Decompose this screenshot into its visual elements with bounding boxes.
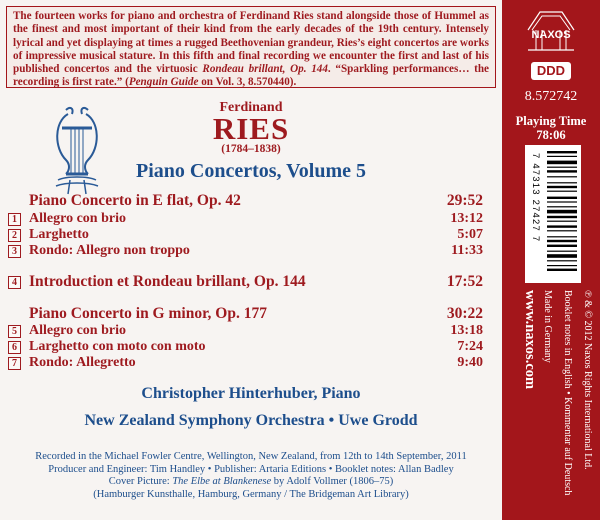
barcode-bar — [547, 182, 577, 183]
credits-line: (Hamburger Kunsthalle, Hamburg, Germany / The Bridgeman Art Library) — [93, 488, 409, 500]
composer-last-name: RIES — [212, 111, 290, 146]
track-duration: 13:12 — [450, 211, 483, 226]
track-number: 4 — [8, 276, 21, 289]
barcode-bar — [547, 216, 577, 218]
barcode-bar — [547, 170, 577, 172]
work-heading — [0, 192, 490, 210]
track-duration: 11:33 — [451, 243, 483, 258]
website-url: www.naxos.com — [522, 290, 538, 390]
recording-credits — [0, 451, 502, 501]
barcode-bar — [547, 240, 577, 242]
intro-text: The fourteen works for piano and orchestra of Ferdinand Ries stand alongside those of Hummel as the finest and most important of their kind from the early decades of the 19th century. Intensely lyrical and yet displaying at times a rugged Beethovenian grandeur, Ries’s eight concertos are works of impressive musical stature. In this fifth and final recording we encounter the first and last of his published concertos and the virtuosic Rondeau brillant, Op. 144. “Sparkling performances… the recording is first rate.” (Penguin Guide on Vol. 3, 8.570440). — [13, 10, 490, 89]
orchestra-credit: New Zealand Symphony Orchestra • Uwe Grodd — [84, 412, 418, 429]
svg-text:NAXOS: NAXOS — [531, 29, 571, 41]
track-row — [0, 354, 490, 372]
barcode-digits: 7 47313 27427 7 — [530, 153, 541, 243]
work-heading — [0, 273, 490, 291]
barcode-bar — [547, 197, 577, 199]
track-number: 6 — [8, 341, 21, 354]
barcode-bar — [547, 225, 577, 227]
work-title: Piano Concerto in E flat, Op. 42 — [29, 192, 241, 209]
track-duration: 7:24 — [457, 339, 483, 354]
barcode-bar — [547, 186, 577, 188]
naxos-logo-icon — [522, 8, 580, 52]
barcode-bar — [547, 230, 577, 231]
track-title: Larghetto con moto con moto — [29, 339, 206, 354]
credits-line: Recorded in the Michael Fowler Centre, Wellington, New Zealand, from 12th to 14th September, 2011 — [35, 451, 467, 462]
track-number: 5 — [8, 325, 21, 338]
track-number: 1 — [8, 213, 21, 226]
composer-dates: (1784–1838) — [221, 143, 281, 155]
soloist-credit: Christopher Hinterhuber, Piano — [141, 385, 361, 402]
barcode-bar — [547, 201, 577, 202]
barcode-bar — [547, 236, 577, 237]
barcode-bar — [547, 161, 577, 165]
work-title: Introduction et Rondeau brillant, Op. 144 — [29, 273, 306, 290]
barcode-bar — [547, 251, 577, 252]
barcode-bar — [547, 156, 577, 157]
composer-first-name: Ferdinand — [219, 100, 283, 115]
catalogue-number: 8.572742 — [524, 89, 578, 104]
track-row — [0, 242, 490, 260]
track-duration: 9:40 — [457, 355, 483, 370]
barcode-bar — [547, 245, 577, 247]
work-heading — [0, 305, 490, 323]
track-title: Rondo: Allegretto — [29, 355, 136, 370]
barcode-bar — [547, 167, 577, 168]
barcode-bar — [547, 254, 577, 258]
track-title: Larghetto — [29, 227, 89, 242]
barcode-bar — [547, 176, 577, 177]
track-duration: 13:18 — [450, 323, 483, 338]
barcode-bar — [547, 221, 577, 222]
work-duration: 30:22 — [446, 305, 483, 322]
track-number: 7 — [8, 357, 21, 370]
barcode-bar — [547, 265, 577, 266]
barcode-bar — [547, 210, 577, 214]
track-number: 3 — [8, 245, 21, 258]
booklet-notes-text: Booklet notes in English • Kommentar auf Deutsch — [562, 290, 573, 496]
rights-text: ℗ & © 2012 Naxos Rights International Ltd. — [582, 290, 593, 470]
track-number: 2 — [8, 229, 21, 242]
barcode-bar — [547, 151, 577, 153]
made-in-text: Made in Germany — [542, 290, 553, 363]
playing-time-label: Playing Time — [515, 114, 587, 128]
credits-line: Producer and Engineer: Tim Handley • Publisher: Artaria Editions • Booklet notes: Allan Badley — [48, 463, 454, 475]
track-title: Allegro con brio — [29, 323, 126, 338]
barcode-bar — [547, 206, 577, 207]
barcode-bar — [547, 269, 577, 271]
barcode-bar — [547, 191, 577, 192]
barcode — [525, 145, 581, 283]
intro-box — [6, 6, 496, 88]
work-duration: 29:52 — [446, 192, 483, 209]
work-duration: 17:52 — [446, 273, 483, 290]
barcode-bar — [547, 260, 577, 261]
playing-time-value: 78:06 — [536, 128, 566, 142]
work-title: Piano Concerto in G minor, Op. 177 — [29, 305, 267, 322]
track-title: Rondo: Allegro non troppo — [29, 243, 190, 258]
ddd-badge: DDD — [531, 62, 571, 80]
album-title: Piano Concertos, Volume 5 — [136, 160, 366, 182]
track-title: Allegro con brio — [29, 211, 126, 226]
credits-line: Cover Picture: The Elbe at Blankenese by Adolf Vollmer (1806–75) — [108, 476, 394, 488]
track-duration: 5:07 — [457, 227, 483, 242]
